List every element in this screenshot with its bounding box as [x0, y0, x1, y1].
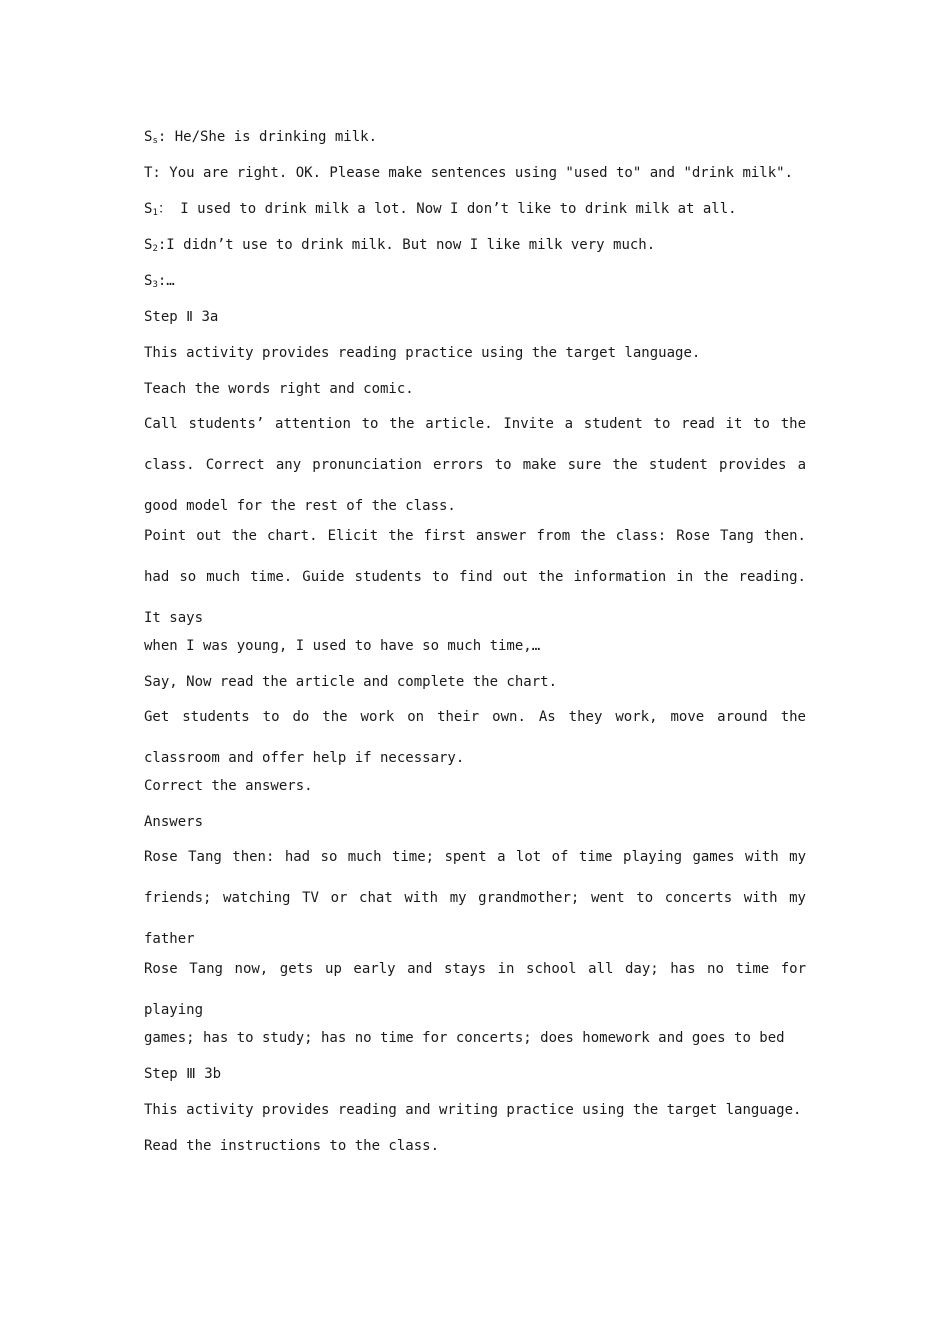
text-line: when I was young, I used to have so much time,… — [144, 638, 541, 654]
text-line: Correct the answers. — [144, 778, 313, 794]
paragraph: Point out the chart. Elicit the first answer from the class: Rose Tang then. had so much time. Guide students to find out the information in the reading. It says — [144, 528, 806, 626]
step-heading-3a: Step Ⅱ 3a — [144, 309, 219, 325]
dialogue-line-ss: $S_s$: He/She is drinking milk. — [144, 129, 378, 146]
dialogue-text: :… — [157, 273, 175, 289]
document-body — [144, 127, 806, 1172]
dialogue-line-s1: $S_1$： I used to drink milk a lot. Now I don’t like to drink milk at all. — [144, 201, 737, 218]
paragraph: Get students to do the work on their own. As they work, move around the classroom and offer help if necessary. — [144, 709, 806, 766]
text-line: Say, Now read the article and complete the chart. — [144, 674, 558, 690]
text-line: This activity provides reading and writing practice using the target language. — [144, 1102, 802, 1118]
dialogue-line-s3: $S_3:\dots$ — [144, 273, 175, 290]
subscript: 3 — [152, 280, 158, 290]
dialogue-text: ： I used to drink milk a lot. Now I don’t like to drink milk at all. — [157, 201, 737, 217]
step-heading-3b: Step Ⅲ 3b — [144, 1066, 222, 1082]
text-line: games; has to study; has no time for concerts; does homework and goes to bed — [144, 1030, 785, 1046]
paragraph: Rose Tang now, gets up early and stays in school all day; has no time for playing — [144, 961, 806, 1018]
text-line: Read the instructions to the class. — [144, 1138, 440, 1154]
subscript: s — [152, 136, 158, 146]
text-line: This activity provides reading practice using the target language. — [144, 345, 701, 361]
answers-heading: Answers — [144, 814, 204, 830]
dialogue-line-teacher: T: You are right. OK. Please make sentences using "used to" and "drink milk". — [144, 165, 794, 181]
paragraph: Rose Tang then: had so much time; spent a lot of time playing games with my friends; watching TV or chat with my grandmother; went to concerts with my father — [144, 849, 806, 947]
dialogue-text: : He/She is drinking milk. — [157, 129, 378, 145]
dialogue-text: :I didn’t use to drink milk. But now I like milk very much. — [157, 237, 656, 253]
paragraph: Call students’ attention to the article. Invite a student to read it to the class. Correct any pronunciation errors to make sure the student provides a good model for the rest of the class. — [144, 416, 806, 514]
subscript: 2 — [152, 244, 158, 254]
text-line: Teach the words right and comic. — [144, 381, 414, 397]
dialogue-line-s2: $S_2:I$ didn’t use to drink milk. But now I like milk very much. — [144, 237, 656, 254]
subscript: 1 — [152, 208, 158, 218]
